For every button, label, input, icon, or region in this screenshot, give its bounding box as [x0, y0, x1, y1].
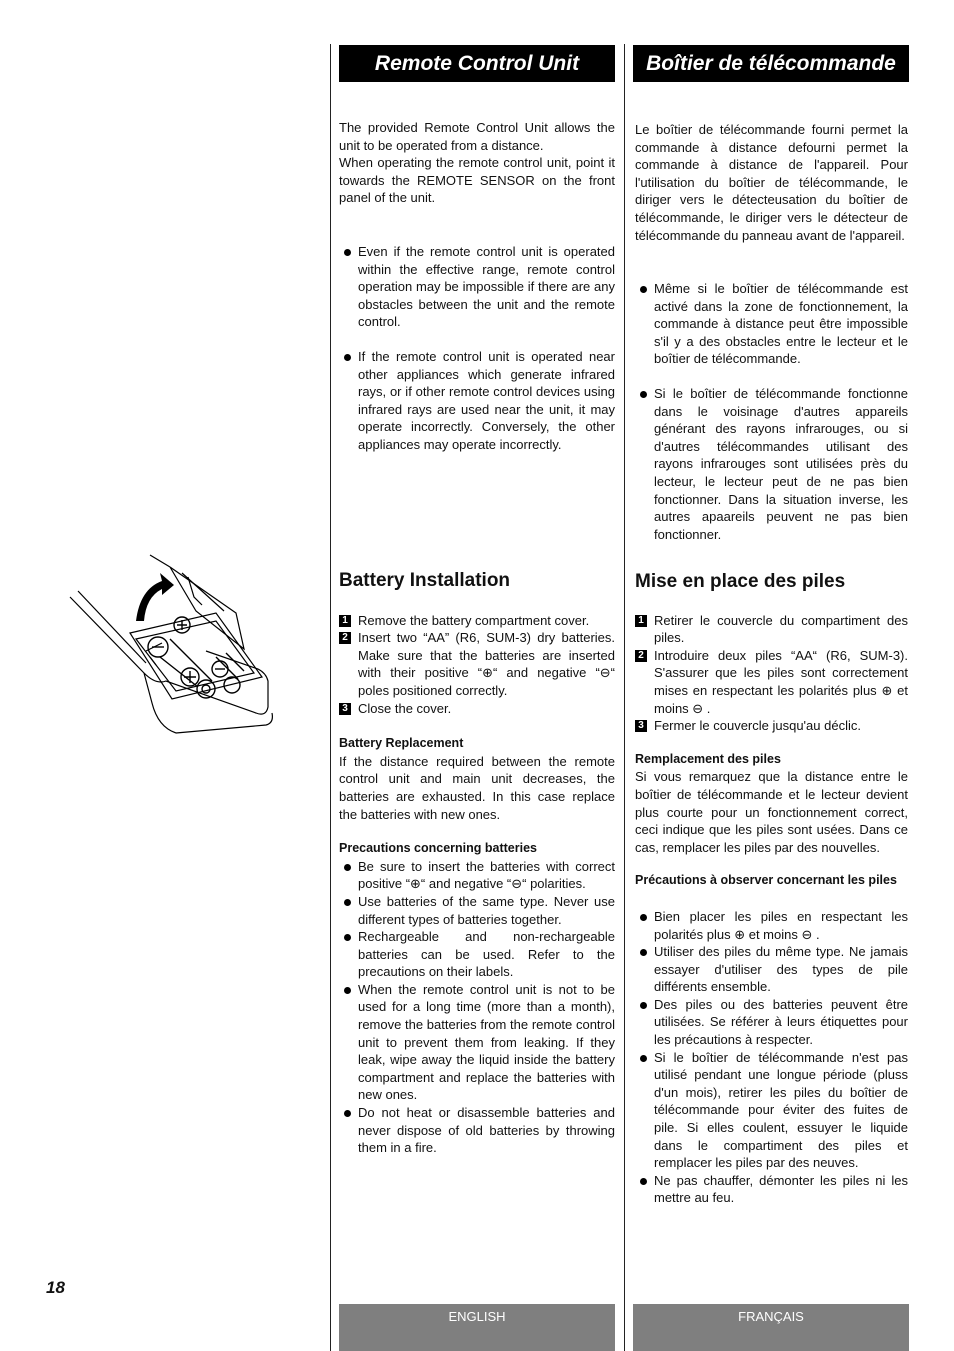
- bullet-icon: [344, 1110, 351, 1117]
- bullet-icon: [344, 354, 351, 361]
- step-number: 3: [635, 720, 647, 732]
- precaution-text: Bien placer les piles en respectant les polarités plus ⊕ et moins ⊖ .: [654, 908, 908, 942]
- bullet-icon: [344, 899, 351, 906]
- intro-paragraph: Le boîtier de télécommande fourni permet la commande à distance defourni permet la commande à distance de l'appareil. Pour l'utilisation du boîtier de télécommande, le diriger vers le détecteusation du boîtier de télécommande, le diriger vers le détecteur de télécommande du panneau avant de l'appareil.: [635, 122, 908, 243]
- bullet-icon: [640, 914, 647, 921]
- bullet-icon: [640, 949, 647, 956]
- english-notes: [339, 243, 615, 454]
- list-item: [635, 996, 908, 1049]
- replacement-heading: Battery Replacement: [339, 736, 464, 751]
- precaution-text: Des piles ou des batteries peuvent être utilisées. Se référer à leurs étiquettes pour les précautions à respecter.: [654, 996, 908, 1048]
- step-number: 1: [635, 615, 647, 627]
- bullet-icon: [640, 1055, 647, 1062]
- note-text: Even if the remote control unit is operated within the effective range, remote control operation may be impossible if there are any obstacles between the unit and the remote control.: [358, 244, 615, 330]
- step-item: [635, 717, 908, 735]
- step-text: Close the cover.: [358, 700, 452, 716]
- replacement-heading: Remplacement des piles: [635, 751, 781, 766]
- list-item: [635, 385, 908, 543]
- divider-left: [330, 44, 331, 1351]
- step-item: [635, 647, 908, 717]
- step-item: [635, 612, 908, 647]
- list-item: [339, 858, 615, 893]
- note-text: Si le boîtier de télécommande fonctionne dans le voisinage d'autres appareils générant des rayons infrarouges, ou si d'autres télécommandes utilisant des rayons infrarouges sont utilisées près du lecteur, le lecteur peut de ne pas bien fonctionner. Dans la situation inverse, les autres apaareils peuvent ne pas bien fonctionner.: [654, 385, 908, 542]
- precaution-text: When the remote control unit is not to be used for a long time (more than a month), remove the batteries from the remote control unit to prevent them from leaking. If they leak, wipe away the liquid inside the battery compartment and replace the batteries with new ones.: [358, 981, 615, 1103]
- bullet-icon: [344, 249, 351, 256]
- step-item: [339, 700, 615, 718]
- footer-language-french: FRANÇAIS: [633, 1304, 909, 1351]
- intro-paragraph: The provided Remote Control Unit allows the unit to be operated from a distance.: [339, 120, 615, 153]
- list-item: [635, 943, 908, 996]
- list-item: [339, 348, 615, 454]
- step-number: 1: [339, 615, 351, 627]
- english-battery-section: [339, 572, 615, 1157]
- english-intro: [339, 119, 615, 207]
- step-number: 2: [635, 650, 647, 662]
- precaution-text: Be sure to insert the batteries with correct positive “⊕“ and negative “⊖“ polarities.: [358, 858, 615, 892]
- list-item: [339, 928, 615, 981]
- bullet-icon: [344, 934, 351, 941]
- precautions-heading: Précautions à observer concernant les piles: [635, 873, 897, 888]
- list-item: [339, 893, 615, 928]
- note-text: Même si le boîtier de télécommande est activé dans la zone de fonctionnement, la commande à distance peut être impossible s'il y a des obstacles entre le lecteur et le boîtier de télécommande.: [654, 281, 908, 367]
- list-item: [635, 280, 908, 368]
- list-item: [339, 243, 615, 331]
- precaution-text: Use batteries of the same type. Never use different types of batteries together.: [358, 893, 615, 927]
- intro-paragraph: When operating the remote control unit, point it towards the REMOTE SENSOR on the front panel of the unit.: [339, 155, 615, 206]
- list-item: [339, 1104, 615, 1157]
- step-text: Fermer le couvercle jusqu'au déclic.: [654, 718, 861, 734]
- step-text: Introduire deux piles “AA“ (R6, SUM-3). S'assurer que les piles sont correctement mises en respectant les polarités plus ⊕ et moins ⊖ .: [654, 647, 908, 716]
- list-item: [635, 1172, 908, 1207]
- step-item: [339, 612, 615, 630]
- step-number: 2: [339, 632, 351, 644]
- bullet-icon: [640, 1178, 647, 1185]
- bullet-icon: [640, 1002, 647, 1009]
- list-item: [635, 908, 908, 943]
- precaution-text: Ne pas chauffer, démonter les piles ni les mettre au feu.: [654, 1172, 908, 1206]
- list-item: [339, 981, 615, 1104]
- note-text: If the remote control unit is operated near other appliances which generate infrared rays, or if other remote control devices using infrared rays are used near the unit, it may operate incorrectly. Conversely, the other appliances may operate incorrectly.: [358, 348, 615, 452]
- page-number: 18: [46, 1278, 65, 1297]
- step-item: [339, 629, 615, 699]
- precaution-text: Do not heat or disassemble batteries and never dispose of old batteries by throwing them in a fire.: [358, 1105, 615, 1156]
- replacement-text: Si vous remarquez que la distance entre le boîtier de télécommande et le lecteur devient plus courte pour un fonctionnement correct, ceci indique que les piles sont usées. Dans ce cas, remplacer les piles par des nouvelles.: [635, 769, 908, 855]
- precautions-heading: Precautions concerning batteries: [339, 841, 537, 856]
- step-text: Remove the battery compartment cover.: [358, 612, 590, 628]
- battery-heading: Battery Installation: [339, 570, 511, 591]
- page-title-french: Boîtier de télécommande: [633, 45, 909, 82]
- footer-language-english: ENGLISH: [339, 1304, 615, 1351]
- page-title-english: Remote Control Unit: [339, 45, 615, 82]
- battery-heading: Mise en place des piles: [635, 571, 846, 592]
- divider-middle: [624, 44, 625, 1351]
- bullet-icon: [640, 391, 647, 398]
- french-battery-section: [635, 573, 908, 1207]
- precaution-text: Si le boîtier de télécommande n'est pas utilisé pendant une longue période (pluss d'un mois), retirer les piles du boîtier de télécommande pour éviter des fuites de pile. Si elles coulent, essuyer le liquide dans le compartiment des piles et remplacer les piles par des neuves.: [654, 1049, 908, 1171]
- french-intro: [635, 121, 908, 244]
- precaution-text: Rechargeable and non-rechargeable batteries can be used. Refer to the precautions on their labels.: [358, 929, 615, 980]
- step-text: Insert two “AA” (R6, SUM-3) dry batteries. Make sure that the batteries are inserted with their positive “⊕“ and negative “⊖“ poles positioned correctly.: [358, 630, 615, 698]
- remote-battery-illustration: [66, 553, 286, 743]
- step-number: 3: [339, 703, 351, 715]
- step-text: Retirer le couvercle du compartiment des piles.: [654, 612, 908, 646]
- replacement-text: If the distance required between the remote control unit and main unit decreases, the batteries are exhausted. In this case replace the batteries with new ones.: [339, 753, 615, 822]
- bullet-icon: [344, 987, 351, 994]
- bullet-icon: [640, 286, 647, 293]
- list-item: [635, 1049, 908, 1172]
- bullet-icon: [344, 864, 351, 871]
- precaution-text: Utiliser des piles du même type. Ne jamais essayer d'utiliser des types de pile différents ensemble.: [654, 944, 908, 995]
- french-notes: [635, 280, 908, 543]
